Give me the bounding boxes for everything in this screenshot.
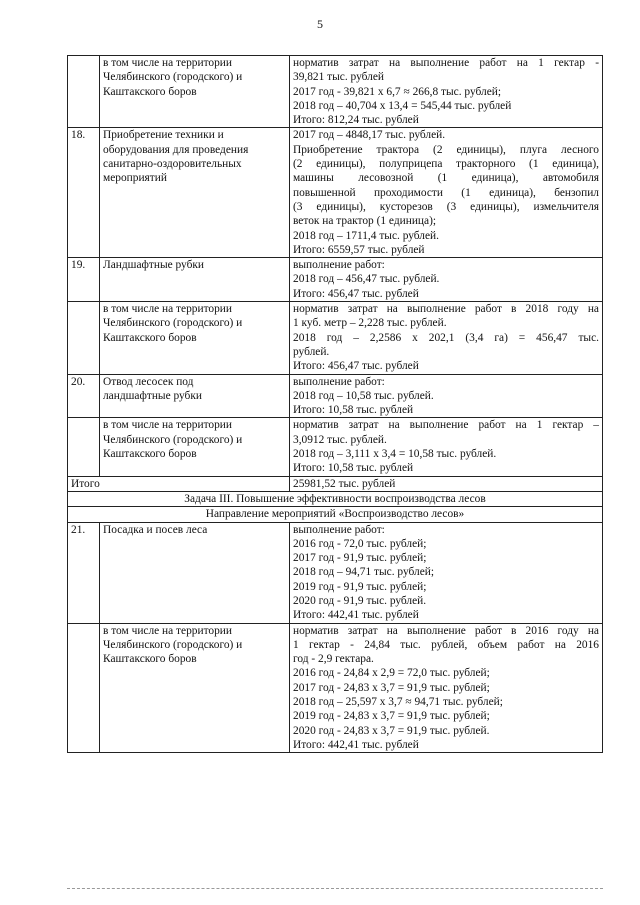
text-line: машины лесовозной (1 единица), автомобиля: [293, 172, 599, 185]
activity-description: [290, 623, 603, 753]
text-line: 2017 год - 91,9 тыс. рублей;: [293, 552, 427, 565]
row-number: 20.: [68, 374, 100, 418]
text-line: Челябинского (городского) и: [103, 317, 243, 330]
activity-description: [290, 418, 603, 476]
text-line: Каштакского боров: [103, 653, 197, 666]
text-line: в том числе на территории: [103, 303, 232, 316]
text-line: норматив затрат на выполнение работ на 1 гектар –: [293, 419, 599, 432]
table-row: [68, 522, 603, 623]
text-line: в том числе на территории: [103, 57, 232, 69]
text-line: 2020 год - 91,9 тыс. рублей.: [293, 594, 427, 607]
row-number: 19.: [68, 258, 100, 302]
row-number: [68, 623, 100, 753]
text-line: веток на трактор (1 единица);: [293, 215, 437, 228]
text-line: 2016 год - 24,84 х 2,9 = 72,0 тыс. рублей;: [293, 667, 490, 680]
table-row: [68, 56, 603, 128]
table-row: [68, 374, 603, 418]
text-line: Итого: 442,41 тыс. рублей: [293, 609, 419, 622]
text-line: 2018 год – 2,2586 х 202,1 (3,4 га) = 456,47 тыс.: [293, 331, 599, 344]
activity-name: [100, 258, 290, 302]
table-row: [68, 418, 603, 476]
row-number: [68, 302, 100, 374]
activity-name: [100, 623, 290, 753]
row-number: [68, 56, 100, 128]
table-row: [68, 507, 603, 522]
activity-name: [100, 374, 290, 418]
text-line: норматив затрат на выполнение работ в 2016 году на: [293, 624, 599, 637]
text-line: 2018 год – 25,597 х 3,7 ≈ 94,71 тыс. рублей;: [293, 696, 503, 709]
text-line: 2017 год - 24,83 х 3,7 = 91,9 тыс. рублей;: [293, 681, 490, 694]
text-line: 2020 год - 24,83 х 3,7 = 91,9 тыс. рублей.: [293, 724, 490, 737]
text-line: 3,0912 тыс. рублей.: [293, 433, 387, 446]
total-value: 25981,52 тыс. рублей: [290, 476, 603, 491]
text-line: выполнение работ:: [293, 523, 385, 536]
table-row: [68, 302, 603, 374]
text-line: 2019 год - 91,9 тыс. рублей;: [293, 580, 427, 593]
total-label: Итого: [68, 476, 290, 491]
text-line: Посадка и посев леса: [103, 523, 208, 536]
text-line: 2016 год - 72,0 тыс. рублей;: [293, 537, 427, 550]
text-line: Отвод лесосек под: [103, 375, 194, 388]
text-line: 1 гектар - 24,84 тыс. рублей, объем работ на 2016: [293, 638, 599, 651]
text-line: Челябинского (городского) и: [103, 433, 243, 446]
text-line: Челябинского (городского) и: [103, 638, 243, 651]
text-line: выполнение работ:: [293, 259, 385, 272]
activity-description: [290, 374, 603, 418]
activity-description: [290, 258, 603, 302]
subsection-heading: Направление мероприятий «Воспроизводство лесов»: [68, 507, 603, 522]
text-line: оборудования для проведения: [103, 143, 249, 156]
section-heading: Задача III. Повышение эффективности воспроизводства лесов: [68, 491, 603, 506]
text-line: Итого: 456,47 тыс. рублей: [293, 360, 419, 373]
text-line: Итого: 812,24 тыс. рублей: [293, 114, 419, 127]
table-row: [68, 623, 603, 753]
table-row: [68, 476, 603, 491]
text-line: мероприятий: [103, 172, 167, 185]
row-number: 18.: [68, 128, 100, 258]
row-number: 21.: [68, 522, 100, 623]
text-line: 39,821 тыс. рублей: [293, 71, 384, 84]
text-line: 2018 год – 40,704 х 13,4 = 545,44 тыс. рублей: [293, 99, 512, 112]
activity-name: [100, 128, 290, 258]
activity-description: [290, 522, 603, 623]
text-line: ландшафтные рубки: [103, 389, 202, 402]
text-line: 1 куб. метр – 2,228 тыс. рублей.: [293, 317, 447, 330]
text-line: 2018 год – 94,71 тыс. рублей;: [293, 566, 435, 579]
text-line: Итого: 10,58 тыс. рублей: [293, 404, 414, 417]
table-row: [68, 491, 603, 506]
text-line: 2017 год - 39,821 х 6,7 ≈ 266,8 тыс. рублей;: [293, 85, 502, 98]
text-line: в том числе на территории: [103, 624, 232, 637]
text-line: 2019 год - 24,83 х 3,7 = 91,9 тыс. рублей;: [293, 710, 490, 723]
text-line: Ландшафтные рубки: [103, 259, 205, 272]
text-line: рублей.: [293, 345, 330, 358]
activity-description: [290, 56, 603, 128]
activity-name: [100, 522, 290, 623]
text-line: Приобретение техники и: [103, 129, 224, 142]
activity-name: [100, 56, 290, 128]
table-row: [68, 128, 603, 258]
text-line: Каштакского боров: [103, 331, 197, 344]
activity-name: [100, 302, 290, 374]
text-line: норматив затрат на выполнение работ в 2018 году на: [293, 303, 599, 316]
table-row: [68, 258, 603, 302]
text-line: Итого: 456,47 тыс. рублей: [293, 287, 419, 300]
text-line: 2018 год – 10,58 тыс. рублей.: [293, 389, 434, 402]
text-line: Каштакского боров: [103, 448, 197, 461]
text-line: повышенной проходимости (1 единица), бензопил: [293, 186, 599, 199]
activities-table: [67, 55, 603, 753]
text-line: 2018 год – 1711,4 тыс. рублей.: [293, 229, 439, 242]
text-line: Итого: 10,58 тыс. рублей: [293, 462, 414, 475]
text-line: норматив затрат на выполнение работ на 1 гектар -: [293, 57, 599, 69]
text-line: год - 2,9 гектара.: [293, 653, 374, 666]
text-line: санитарно-оздоровительных: [103, 158, 242, 171]
text-line: 2018 год – 3,111 х 3,4 = 10,58 тыс. рублей.: [293, 448, 497, 461]
text-line: (3 единицы), кусторезов (3 единицы), измельчителя: [293, 200, 599, 213]
row-number: [68, 418, 100, 476]
page-number: 5: [317, 17, 323, 31]
text-line: Итого: 6559,57 тыс. рублей: [293, 243, 425, 256]
text-line: Каштакского боров: [103, 85, 197, 98]
text-line: Итого: 442,41 тыс. рублей: [293, 738, 419, 751]
activity-name: [100, 418, 290, 476]
activity-description: [290, 128, 603, 258]
text-line: выполнение работ:: [293, 375, 385, 388]
text-line: в том числе на территории: [103, 419, 232, 432]
text-line: Челябинского (городского) и: [103, 71, 243, 84]
text-line: Приобретение трактора (2 единицы), плуга лесного: [293, 143, 599, 156]
text-line: 2018 год – 456,47 тыс. рублей.: [293, 273, 440, 286]
text-line: 2017 год – 4848,17 тыс. рублей.: [293, 129, 446, 142]
page-bottom-divider: [67, 888, 603, 889]
activity-description: [290, 302, 603, 374]
text-line: (2 единицы), полуприцепа тракторного (1 единица),: [293, 158, 599, 171]
